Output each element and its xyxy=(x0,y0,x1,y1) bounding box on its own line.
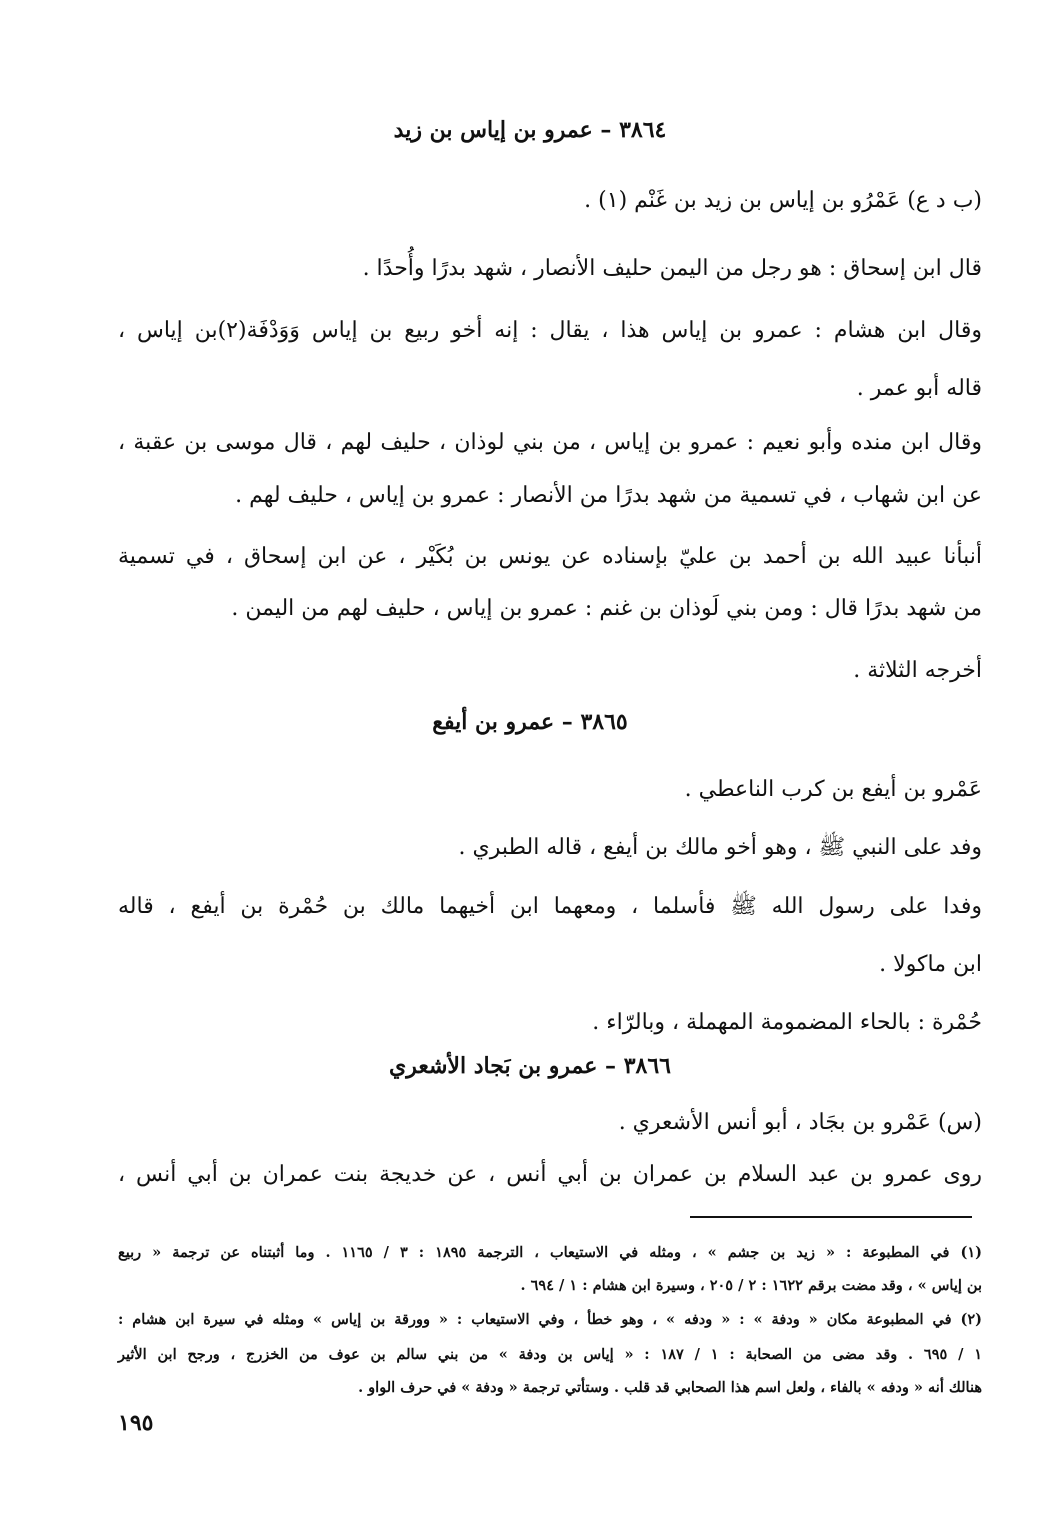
entry-3864-line: وقال ابن منده وأبو نعيم : عمرو بن إياس ، من بني لوذان ، حليف لهم ، قال موسى بن عقبة ، xyxy=(118,430,982,455)
footnote-line: (٢) في المطبوعة مكان « ودفة » : « ودفه » ، وهو خطأ ، وفي الاستيعاب : « وورقة بن إياس » ومثله في سيرة ابن هشام : xyxy=(118,1311,982,1328)
entry-3864-line: (ب د ع) عَمْرُو بن إياس بن زيد بن غَنْم (١) . xyxy=(584,188,982,213)
entry-3864-line: قال ابن إسحاق : هو رجل من اليمن حليف الأنصار ، شهد بدرًا وأُحدًا . xyxy=(362,256,982,281)
entry-3864-line: أنبأنا عبيد الله بن أحمد بن عليّ بإسناده عن يونس بن بُكَيْر ، عن ابن إسحاق ، في تسمية xyxy=(118,544,982,569)
entry-3866-line: (س) عَمْرو بن بجَاد ، أبو أنس الأشعري . xyxy=(618,1110,982,1135)
footnote-line: بن إياس » ، وقد مضت برقم ١٦٢٢ : ٢ / ٢٠٥ ، وسيرة ابن هشام : ١ / ٦٩٤ . xyxy=(520,1277,982,1294)
page-number: ١٩٥ xyxy=(118,1410,154,1436)
entry-3865-line: وفدا على رسول الله ﷺ فأسلما ، ومعهما ابن أخيهما مالك بن حُمْرة بن أيفع ، قاله xyxy=(118,894,982,919)
entry-3864-line: أخرجه الثلاثة . xyxy=(853,658,982,683)
footnote-separator xyxy=(690,1216,972,1218)
footnote-line: ١ / ٦٩٥ . وقد مضى من الصحابة : ١ / ١٨٧ : « إياس بن ودفة » من بني سالم بن عوف من الخزرج ، ورجح ابن الأثير xyxy=(118,1346,982,1363)
entry-heading-3865: ٣٨٦٥ – عمرو بن أيفع xyxy=(432,709,628,735)
entry-heading-3864: ٣٨٦٤ – عمرو بن إياس بن زيد xyxy=(393,117,667,143)
entry-3865-line: عَمْرو بن أيفع بن كرب الناعطي . xyxy=(684,777,982,802)
footnote-line: (١) في المطبوعة : « زيد بن جشم » ، ومثله في الاستيعاب ، الترجمة ١٨٩٥ : ٣ / ١١٦٥ . وما أثبتناه عن ترجمة « ربيع xyxy=(118,1244,982,1261)
entry-3864-line: من شهد بدرًا قال : ومن بني لَوذان بن غنم : عمرو بن إياس ، حليف لهم من اليمن . xyxy=(231,596,982,621)
entry-3864-line: عن ابن شهاب ، في تسمية من شهد بدرًا من الأنصار : عمرو بن إياس ، حليف لهم . xyxy=(235,483,982,508)
entry-3864-line: وقال ابن هشام : عمرو بن إياس هذا ، يقال : إنه أخو ربيع بن إياس وَوَدْفَة(٢)بن إياس ، xyxy=(118,318,982,343)
footnote-line: هنالك أنه « ودفه » بالفاء ، ولعل اسم هذا الصحابي قد قلب . وستأتي ترجمة « ودفة » في حرف الواو . xyxy=(358,1379,982,1396)
entry-3865-line: حُمْرة : بالحاء المضمومة المهملة ، وبالرّاء . xyxy=(592,1010,982,1035)
entry-3865-line: وفد على النبي ﷺ ، وهو أخو مالك بن أيفع ، قاله الطبري . xyxy=(458,835,982,860)
entry-3866-line: روى عمرو بن عبد السلام بن عمران بن أبي أنس ، عن خديجة بنت عمران بن أبي أنس ، xyxy=(118,1162,983,1187)
entry-heading-3866: ٣٨٦٦ – عمرو بن بَجاد الأشعري xyxy=(389,1053,671,1079)
entry-3865-line: ابن ماكولا . xyxy=(879,952,982,977)
entry-3864-line: قاله أبو عمر . xyxy=(856,376,982,401)
